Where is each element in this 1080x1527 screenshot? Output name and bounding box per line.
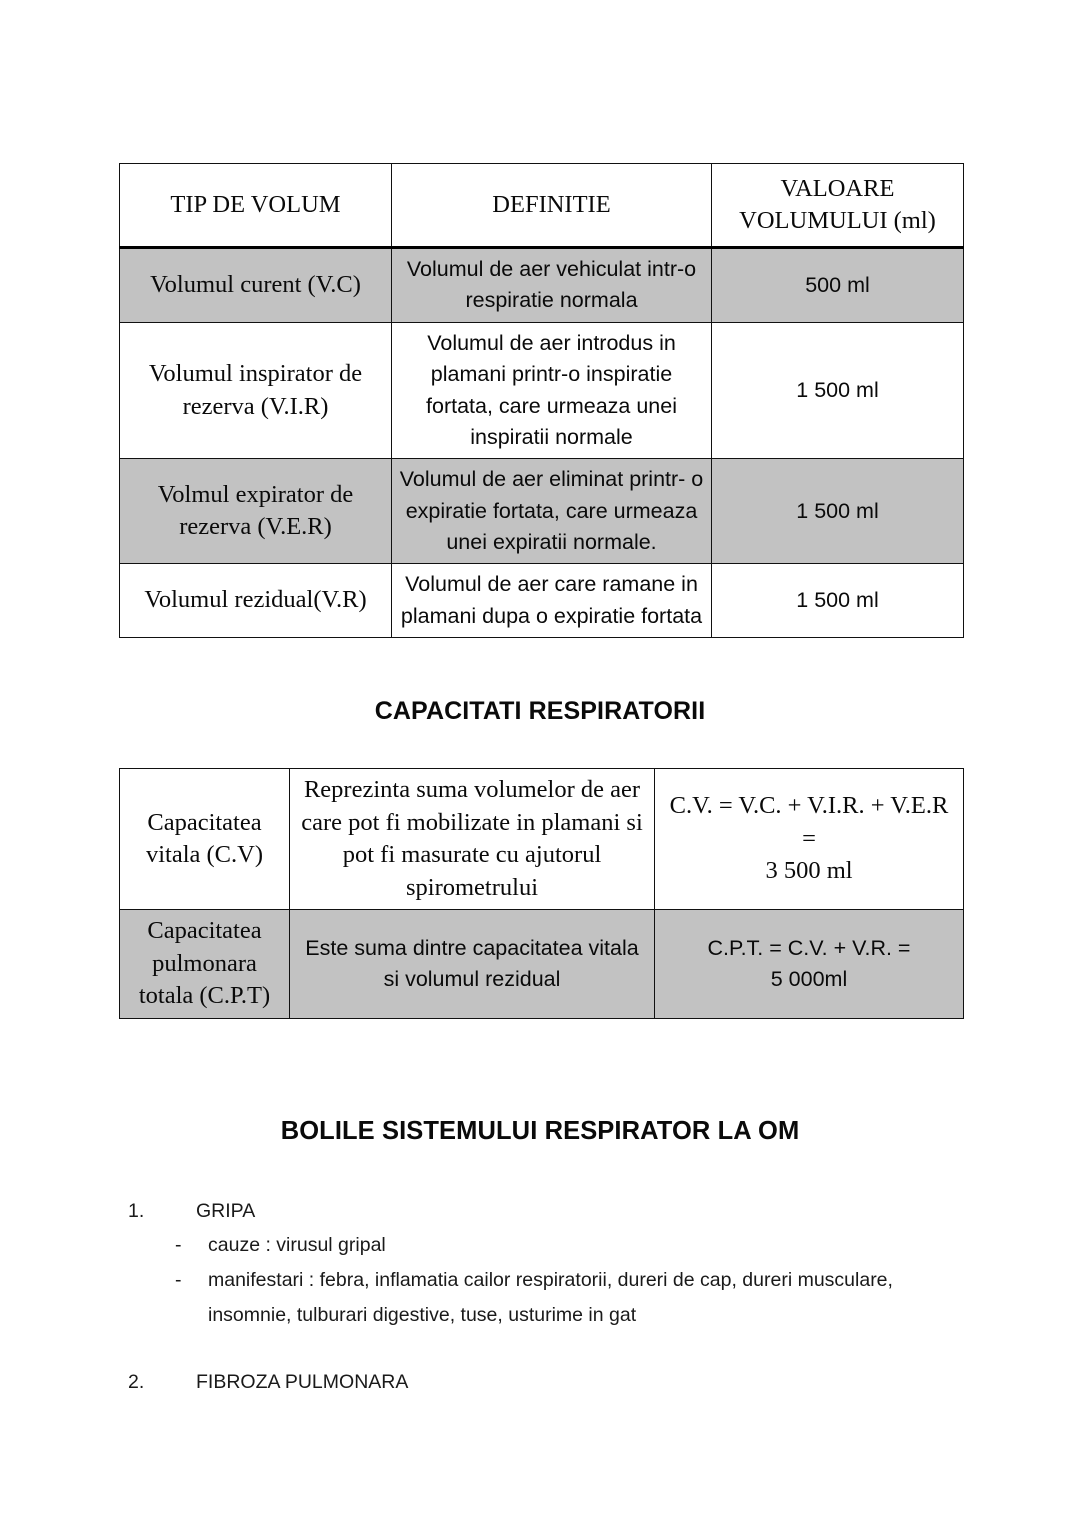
header-value-line1: VALOARE [780, 174, 895, 202]
cell-volume-type: Volumul rezidual(V.R) [120, 564, 392, 638]
table-row [120, 910, 964, 1019]
formula-line-1: C.V. = V.C. + V.I.R. + V.E.R [669, 792, 949, 820]
detail-text: cauze : virusul gripal [208, 1234, 386, 1256]
cell-volume-value: 1 500 ml [712, 564, 964, 638]
cell-volume-value: 1 500 ml [712, 459, 964, 564]
section-heading-capacitati: CAPACITATI RESPIRATORII [374, 697, 706, 725]
table-row [120, 769, 964, 910]
cell-volume-definition: Volumul de aer care ramane in plamani dupa o expiratie fortata [392, 564, 712, 638]
table-row [120, 248, 964, 323]
cell-volume-value: 1 500 ml [712, 322, 964, 459]
list-item-disease [0, 1365, 1080, 1399]
header-cell-value [712, 164, 964, 248]
formula-line-3: 3 500 ml [765, 857, 853, 885]
section-heading-boli: BOLILE SISTEMULUI RESPIRATOR LA OM [280, 1117, 800, 1145]
header-value-line2: VOLUMULUI (ml) [739, 207, 936, 234]
disease-label: GRIPA [196, 1200, 256, 1222]
dash-marker: - [175, 1269, 182, 1291]
list-marker: 1. [128, 1200, 145, 1222]
cell-capacity-definition: Este suma dintre capacitatea vitala si volumul rezidual [290, 910, 655, 1019]
formula-line-1: C.P.T. = C.V. + V.R. = [707, 935, 911, 960]
disease-label: FIBROZA PULMONARA [196, 1371, 409, 1393]
list-item-detail [0, 1263, 1080, 1333]
respiratory-capacities-table [119, 768, 964, 1019]
cell-capacity-name: Capacitatea vitala (C.V) [120, 769, 290, 910]
cell-volume-type: Volumul curent (V.C) [120, 248, 392, 323]
formula-line-2: = [802, 824, 816, 852]
detail-text: manifestari : febra, inflamatia cailor respiratorii, dureri de cap, dureri musculare, insomnie, tulburari digestive, tuse, usturime in gat [208, 1269, 893, 1326]
list-item-disease [0, 1194, 1080, 1228]
cell-capacity-name: Capacitatea pulmonara totala (C.P.T) [120, 910, 290, 1019]
dash-marker: - [175, 1234, 182, 1256]
cell-volume-value: 500 ml [712, 248, 964, 323]
header-cell-type: TIP DE VOLUM [120, 164, 392, 248]
table-row [120, 459, 964, 564]
cell-capacity-formula [655, 769, 964, 910]
cell-volume-type: Volumul inspirator de rezerva (V.I.R) [120, 322, 392, 459]
header-cell-definition: DEFINITIE [392, 164, 712, 248]
cell-capacity-definition: Reprezinta suma volumelor de aer care pot fi mobilizate in plamani si pot fi masurate cu ajutorul spirometrului [290, 769, 655, 910]
table-header-row [120, 164, 964, 248]
cell-volume-definition: Volumul de aer eliminat printr- o expiratie fortata, care urmeaza unei expiratii normale. [392, 459, 712, 564]
cell-volume-definition: Volumul de aer introdus in plamani printr-o inspiratie fortata, care urmeaza unei inspiratii normale [392, 322, 712, 459]
cell-volume-definition: Volumul de aer vehiculat intr-o respiratie normala [392, 248, 712, 323]
cell-volume-type: Volmul expirator de rezerva (V.E.R) [120, 459, 392, 564]
disease-list [0, 1194, 1080, 1399]
list-item-detail [0, 1228, 1080, 1263]
table-row [120, 322, 964, 459]
list-marker: 2. [128, 1371, 145, 1393]
cell-capacity-formula [655, 910, 964, 1019]
formula-line-2: 5 000ml [770, 967, 848, 992]
respiratory-volumes-table [119, 163, 964, 638]
table-row [120, 564, 964, 638]
